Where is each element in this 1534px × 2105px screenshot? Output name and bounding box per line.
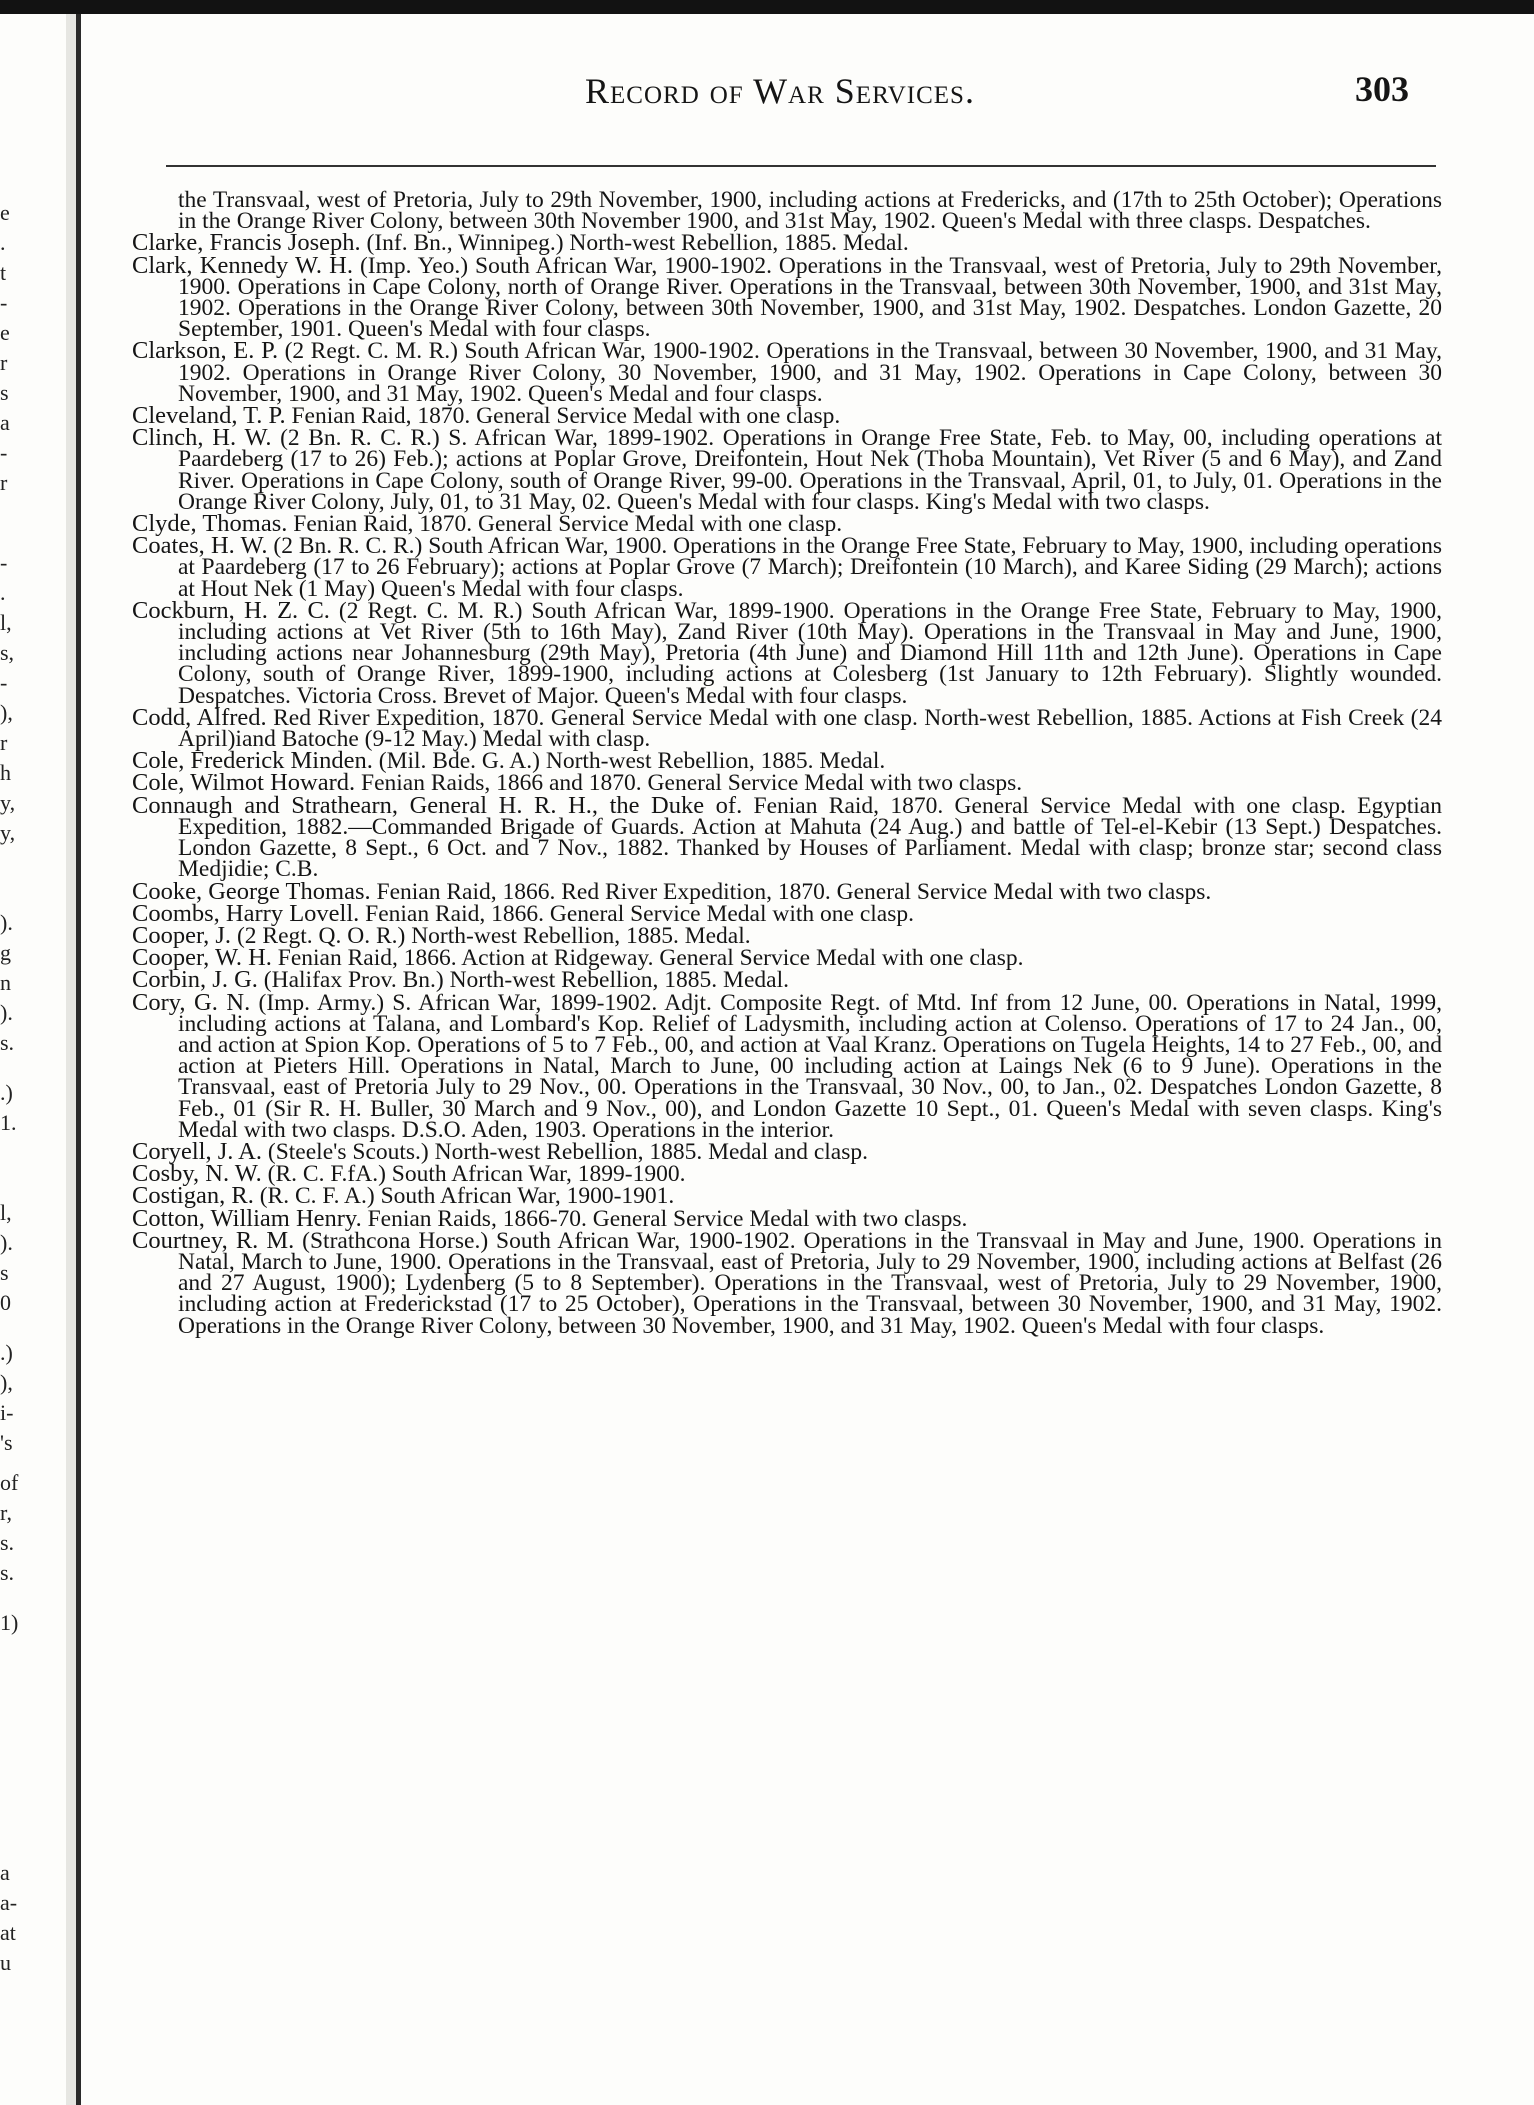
record-entry — [132, 187, 1442, 235]
running-head-title: Record of War Services. — [585, 71, 975, 111]
record-entry — [132, 944, 1442, 972]
margin-fragment: . — [0, 580, 6, 605]
entry-name: Cotton, William Henry. — [132, 1204, 362, 1232]
entry-text: Fenian Raid, 1866. Red River Expedition, 1870. General Service Medal with two clasps. — [376, 878, 1212, 905]
margin-fragment: ), — [0, 700, 13, 725]
margin-fragment: t — [0, 260, 7, 285]
entry-text: Fenian Raids, 1866-70. General Service Medal with two clasps. — [367, 1205, 968, 1232]
margin-fragment: n — [0, 970, 11, 995]
margin-fragment: a — [0, 1860, 10, 1885]
record-entry — [132, 510, 1442, 538]
entry-name: Clinch, H. W. — [132, 424, 272, 452]
margin-fragment: s. — [0, 1560, 15, 1585]
margin-fragment: l, — [0, 610, 12, 635]
entry-name: Coryell, J. A. — [132, 1137, 262, 1165]
margin-fragment: u — [0, 1950, 11, 1975]
entry-text: (Inf. Bn., Winnipeg.) North-west Rebellion, 1885. Medal. — [366, 230, 909, 257]
margin-fragment: 0 — [0, 1290, 11, 1315]
margin-fragment: - — [0, 290, 8, 315]
margin-fragment: 1. — [0, 1110, 17, 1135]
margin-fragment: a — [0, 410, 10, 435]
margin-fragment: ). — [0, 1230, 13, 1255]
margin-fragment: e — [0, 200, 10, 225]
page-binding-line — [76, 14, 81, 2105]
margin-fragment: e — [0, 320, 10, 345]
entry-name: Codd, Alfred. — [132, 703, 267, 731]
entry-text: Fenian Raid, 1866. General Service Medal with one clasp. — [365, 900, 914, 927]
record-entry — [132, 1160, 1442, 1188]
record-entry — [132, 791, 1442, 883]
entry-name: Coombs, Harry Lovell. — [132, 899, 360, 927]
record-entry — [132, 921, 1442, 949]
record-entry — [132, 1137, 1442, 1165]
margin-fragment: - — [0, 440, 8, 465]
margin-fragment: l, — [0, 1200, 12, 1225]
entry-text: (Halifax Prov. Bn.) North-west Rebellion, 1885. Medal. — [263, 967, 789, 994]
margin-fragment: r — [0, 470, 8, 495]
record-entry — [132, 988, 1443, 1143]
entry-text: (R. C. F.fA.) South African War, 1899-1900. — [267, 1161, 686, 1188]
margin-fragment: .) — [0, 1080, 13, 1105]
margin-fragment: ). — [0, 910, 13, 935]
entry-text: (2 Bn. R. C. R.) S. African War, 1899-1902. Operations in Orange Free State, Feb. to May, 00, including operations at Paardeberg (17 to 26) Feb.); actions at Poplar Grove, Dreifontein, Hout Nek (Thoba Mountain), Vet River (5 and 6 May), and Zand River. Operations in Cape Colony, south of Orange River, 99-00. Operations in the Transvaal, April, 01, to July, 01. Operations in the Orange River Colony, July, 01, to 31 May, 02. Queen's Medal with four clasps. King's Medal with two clasps. — [178, 425, 1443, 515]
entry-text: the Transvaal, west of Pretoria, July to 29th November, 1900, including actions at Fredericks, and (17th to 25th October); Operations in the Orange River Colony, between 30th November 1900, and 31st May, 1902. Queen's Medal with three clasps. Despatches. — [178, 187, 1442, 235]
margin-fragment: - — [0, 550, 8, 575]
entry-name: Cole, Wilmot Howard. — [132, 769, 356, 797]
entry-text: (2 Regt. C. M. R.) South African War, 1900-1902. Operations in the Transvaal, between 30 November, 1900, and 31 May, 1902. Operations in Orange River Colony, 30 November, 1900, and 31 May, 1902. Operations in Cape Colony, between 30 November, 1900, and 31 May, 1902. Queen's Medal and four clasps. — [178, 338, 1443, 407]
entry-name: Cooke, George Thomas. — [132, 877, 371, 905]
entry-text: (2 Regt. Q. O. R.) North-west Rebellion, 1885. Medal. — [236, 922, 751, 949]
entry-text: Fenian Raid, 1870. General Service Medal with one clasp. Egyptian Expedition, 1882.—Commanded Brigade of Guards. Action at Mahuta (24 Aug.) and battle of Tel-el-Kebir (13 Sept.) Despatches. London Gazette, 8 Sept., 6 Oct. and 7 Nov., 1882. Thanked by Houses of Parliament. Medal with clasp; bronze star; second class Medjidie; C.B. — [178, 792, 1442, 883]
record-entry — [132, 337, 1443, 407]
margin-fragment: s. — [0, 1030, 15, 1055]
entry-text: (Steele's Scouts.) North-west Rebellion, 1885. Medal and clasp. — [267, 1138, 868, 1165]
entry-name: Costigan, R. — [132, 1182, 254, 1210]
record-entry — [132, 596, 1442, 709]
margin-fragment: at — [0, 1920, 16, 1945]
entry-text: Fenian Raid, 1870. General Service Medal with one clasp. — [293, 511, 843, 538]
margin-fragment: g — [0, 940, 11, 965]
margin-fragment: s, — [0, 640, 15, 665]
margin-fragment: r, — [0, 1500, 12, 1525]
margin-fragment: 's — [0, 1430, 13, 1455]
record-entry — [132, 1226, 1443, 1339]
margin-fragment: of — [0, 1470, 19, 1495]
entry-name: Cooper, W. H. — [132, 944, 272, 972]
entry-text: (Imp. Yeo.) South African War, 1900-1902. Operations in the Transvaal, west of Pretoria, July to 29th November, 1900. Operations in Cape Colony, north of Orange River. Operations in the Transvaal, between 30th November, 1900, and 31st May, 1902. Operations in the Orange River Colony, between 30th November, 1900, and 31st May, 1902. Despatches. London Gazette, 20 September, 1901. Queen's Medal with four clasps. — [178, 252, 1443, 343]
entry-name: Corbin, J. G. — [132, 966, 258, 994]
entry-name: Connaugh and Strathearn, General H. R. H., the Duke of. — [132, 791, 743, 819]
binding-shadow — [66, 14, 76, 2105]
scan-top-edge — [0, 0, 1534, 14]
margin-fragment: .) — [0, 1340, 13, 1365]
entry-text: (2 Bn. R. C. R.) South African War, 1900. Operations in the Orange Free State, February to May, 1900, including operations at Paardeberg (17 to 26 February); actions at Poplar Grove (7 March); Dreifontein (10 March), and Karee Siding (29 March); actions at Hout Nek (1 May) Queen's Medal with four clasps. — [178, 533, 1443, 602]
margin-fragment: h — [0, 760, 11, 785]
record-entry — [132, 402, 1442, 430]
margin-fragment: i- — [0, 1400, 14, 1425]
record-entry — [132, 703, 1442, 753]
entry-name: Cosby, N. W. — [132, 1160, 262, 1188]
entry-text: (Mil. Bde. G. A.) North-west Rebellion, 1885. Medal. — [378, 748, 886, 775]
record-entry — [132, 424, 1443, 515]
entry-text: Fenian Raids, 1866 and 1870. General Service Medal with two clasps. — [361, 770, 1023, 797]
header-rule — [166, 165, 1436, 167]
margin-fragment: s. — [0, 1530, 15, 1555]
margin-fragment: y, — [0, 820, 16, 845]
record-entry — [132, 251, 1443, 343]
entry-name: Cleveland, T. P. — [132, 402, 286, 430]
entry-name: Clarkson, E. P. — [132, 337, 279, 365]
record-entries — [132, 187, 1443, 1339]
entry-name: Clark, Kennedy W. H. — [132, 251, 353, 279]
entry-name: Cooper, J. — [132, 921, 232, 949]
entry-name: Cory, G. N. — [132, 988, 251, 1016]
margin-fragment: . — [0, 230, 6, 255]
entry-text: Fenian Raid, 1870. General Service Medal with one clasp. — [291, 403, 841, 430]
margin-fragment: 1) — [0, 1610, 19, 1635]
entry-name: Cockburn, H. Z. C. — [132, 596, 330, 624]
margin-fragment: a- — [0, 1890, 18, 1915]
page-number: 303 — [1355, 69, 1409, 109]
margin-fragment: r — [0, 730, 8, 755]
entry-text: Red River Expedition, 1870. General Service Medal with one clasp. North-west Rebellion, 1885. Actions at Fish Creek (24 April)iand Batoche (9-12 May.) Medal with clasp. — [178, 704, 1442, 753]
margin-fragment: s — [0, 380, 9, 405]
margin-fragment: y, — [0, 790, 16, 815]
record-entry — [132, 532, 1443, 602]
margin-fragment: - — [0, 670, 8, 695]
record-entry — [132, 899, 1442, 927]
entry-name: Coates, H. W. — [132, 532, 268, 560]
margin-fragment: r — [0, 350, 8, 375]
entry-name: Clarke, Francis Joseph. — [132, 229, 361, 257]
record-entry — [132, 1204, 1442, 1232]
entry-text: Fenian Raid, 1866. Action at Ridgeway. General Service Medal with one clasp. — [277, 945, 1024, 972]
entry-name: Courtney, R. M. — [132, 1226, 295, 1254]
entry-text: (R. C. F. A.) South African War, 1900-1901. — [259, 1183, 675, 1210]
margin-fragment: ). — [0, 1000, 13, 1025]
entry-text: (Imp. Army.) S. African War, 1899-1902. Adjt. Composite Regt. of Mtd. Inf from 12 June, 00. Operations in Natal, 1999, including actions at Talana, and Lombard's Kop. Relief of Ladysmith, including action at Colenso. Operations of 17 to 24 Jan., 00, and action at Spion Kop. Operations of 5 to 7 Feb., 00, and action at Vaal Kranz. Operations on Tugela Heights, 14 to 27 Feb., 00, and action at Pieters Hill. Operations in Natal, March to June, 00 including action at Laings Nek (6 to 9 June). Operations in the Transvaal, east of Pretoria July to 29 Nov., 00. Operations in the Transvaal, 30 Nov., 00, to Jan., 02. Despatches London Gazette, 8 Feb., 01 (Sir R. H. Buller, 30 March and 9 Nov., 00), and London Gazette 10 Sept., 01. Queen's Medal with seven clasps. King's Medal with two clasps. D.S.O. Aden, 1903. Operations in the interior. — [178, 989, 1443, 1143]
entry-text: (2 Regt. C. M. R.) South African War, 1899-1900. Operations in the Orange Free State, February to May, 1900, including actions at Vet River (5th to 16th May), Zand River (10th May). Operations in the Transvaal in May and June, 1900, including actions near Johannesburg (29th May), Pretoria (4th June) and Diamond Hill 11th and 12th June). Operations in Cape Colony, south of Orange River, 1899-1900, including actions at Colesberg (1st January to 12th February). Slightly wounded. Despatches. Victoria Cross. Brevet of Major. Queen's Medal with four clasps. — [178, 597, 1442, 709]
margin-fragment: ), — [0, 1370, 13, 1395]
entry-text: (Strathcona Horse.) South African War, 1900-1902. Operations in the Transvaal in May and June, 1900. Operations in Natal, March to June, 1900. Operations in the Transvaal, east of Pretoria, July to 29 November, 1900, including actions at Belfast (26 and 27 August, 1900); Lydenberg (5 to 8 September). Operations in the Transvaal, west of Pretoria, July to 29 November, 1900, including action at Frederickstad (17 to 25 October), Operations in the Transvaal, between 30 November, 1900, and 31 May, 1902. Operations in the Orange River Colony, between 30 November, 1900, and 31 May, 1902. Queen's Medal with four clasps. — [178, 1227, 1443, 1339]
entry-name: Clyde, Thomas. — [132, 510, 288, 538]
margin-fragment: s — [0, 1260, 9, 1285]
record-entry — [132, 966, 1442, 994]
entry-name: Cole, Frederick Minden. — [132, 747, 373, 775]
